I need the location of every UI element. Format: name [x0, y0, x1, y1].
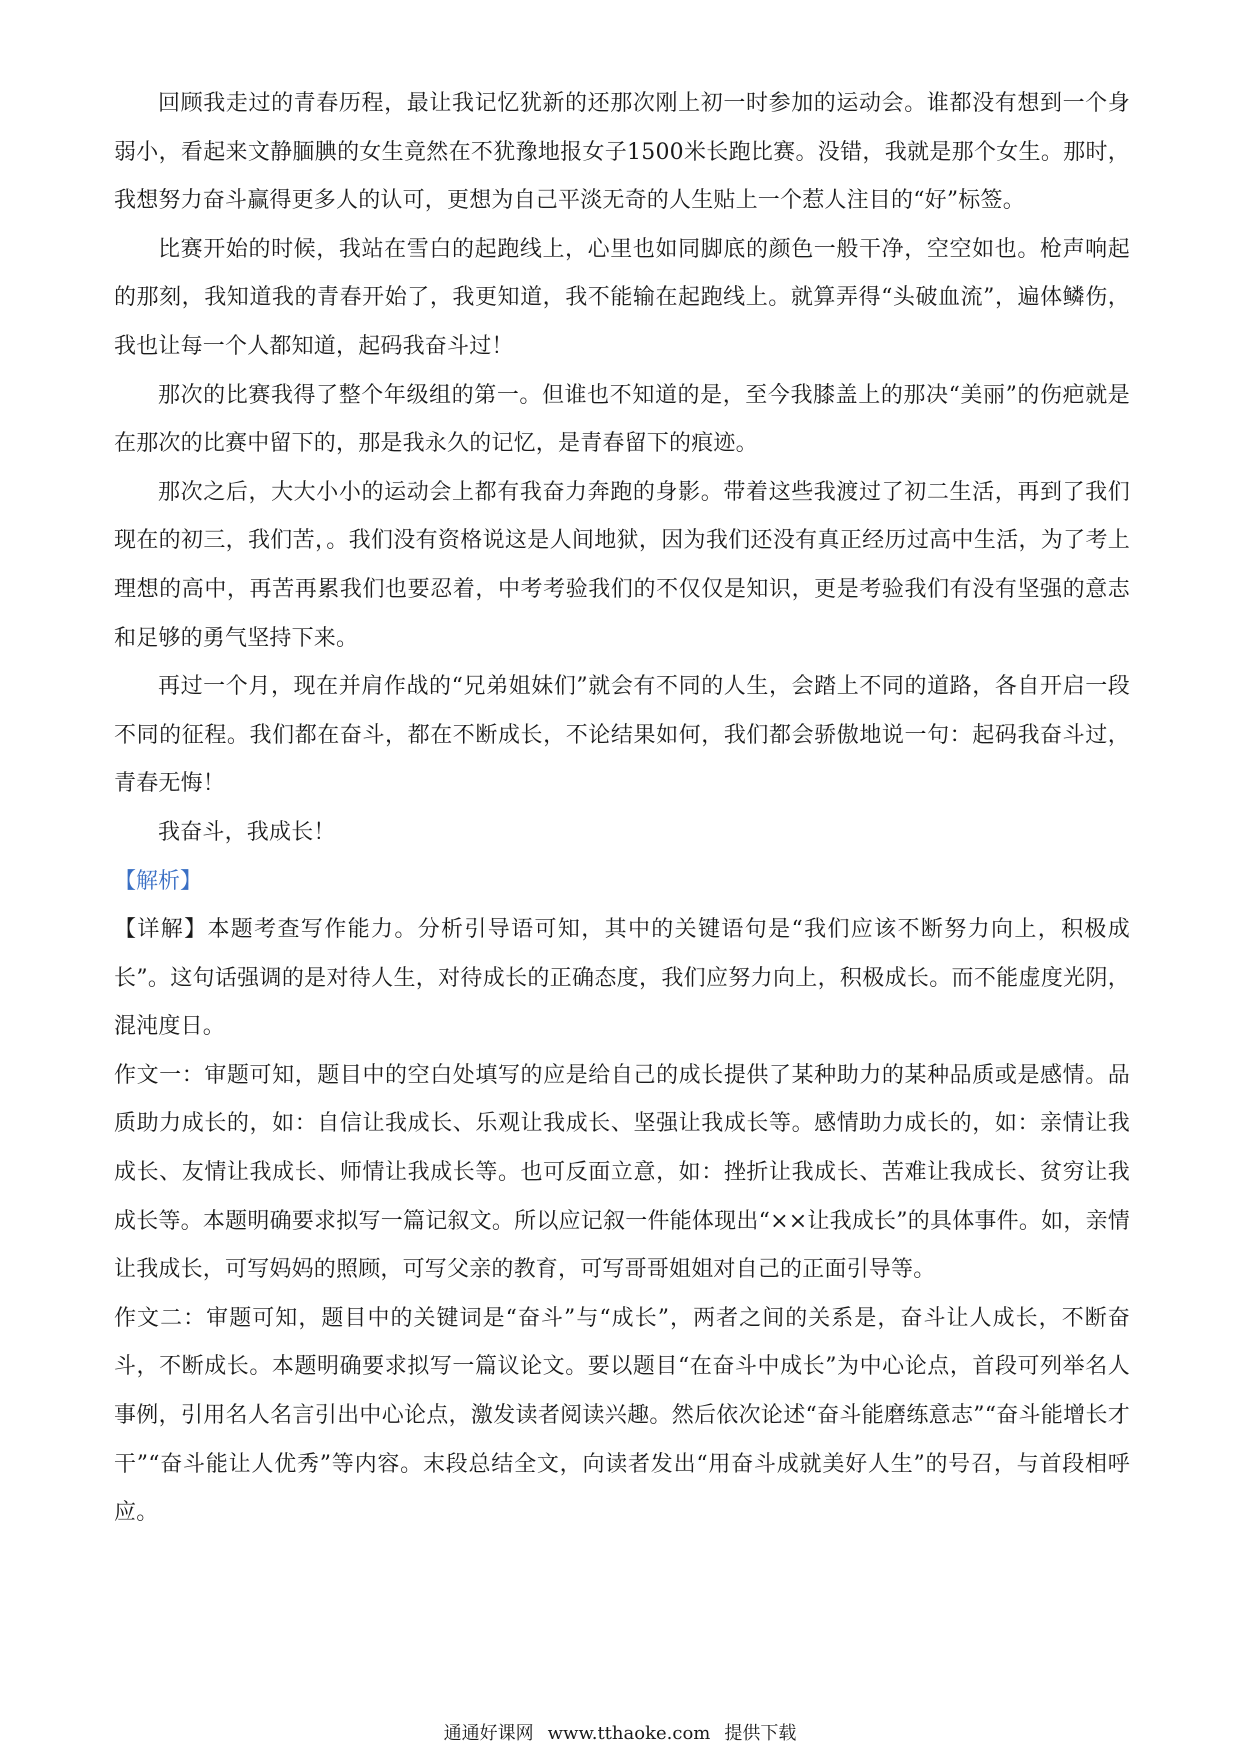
- page-footer: [0, 1722, 1240, 1746]
- analysis-detail-paragraph: 【详解】本题考查写作能力。分析引导语可知，其中的关键语句是“我们应该不断努力向上，积极成长”。这句话强调的是对待人生，对待成长的正确态度，我们应努力向上，积极成长。而不能虚度光阴，混沌度日。: [114, 917, 1130, 1040]
- essay-paragraph-3: 那次的比赛我得了整个年级组的第一。但谁也不知道的是，至今我膝盖上的那决“美丽”的伤疤就是在那次的比赛中留下的，那是我永久的记忆，是青春留下的痕迹。: [114, 382, 1130, 457]
- footer-suffix: 提供下载: [724, 1723, 797, 1744]
- essay-paragraph-6: 我奋斗，我成长！: [158, 819, 336, 845]
- analysis-essay-one-paragraph: 作文一：审题可知，题目中的空白处填写的应是给自己的成长提供了某种助力的某种品质或是感情。品质助力成长的，如：自信让我成长、乐观让我成长、坚强让我成长等。感情助力成长的，如：亲情让我成长、友情让我成长、师情让我成长等。也可反面立意，如：挫折让我成长、苦难让我成长、贫穷让我成长等。本题明确要求拟写一篇记叙文。所以应记叙一件能体现出“××让我成长”的具体事件。如，亲情让我成长，可写妈妈的照顾，可写父亲的教育，可写哥哥姐姐对自己的正面引导等。: [114, 1062, 1130, 1283]
- analysis-label: 【解析】: [114, 868, 203, 894]
- essay-paragraph-2: 比赛开始的时候，我站在雪白的起跑线上，心里也如同脚底的颜色一般干净，空空如也。枪声响起的那刻，我知道我的青春开始了，我更知道，我不能输在起跑线上。就算弄得“头破血流”，遍体鳞伤，我也让每一个人都知道，起码我奋斗过！: [114, 236, 1130, 359]
- document-page: [114, 80, 1130, 1538]
- footer-url[interactable]: www.tthaoke.com: [547, 1723, 711, 1744]
- footer-site-name: 通通好课网: [443, 1723, 534, 1744]
- essay-body: [114, 80, 1130, 858]
- essay-paragraph-5: 再过一个月，现在并肩作战的“兄弟姐妹们”就会有不同的人生，会踏上不同的道路，各自开启一段不同的征程。我们都在奋斗，都在不断成长，不论结果如何，我们都会骄傲地说一句：起码我奋斗过，青春无悔！: [114, 674, 1130, 797]
- essay-paragraph-1: 回顾我走过的青春历程，最让我记忆犹新的还那次刚上初一时参加的运动会。谁都没有想到一个身弱小，看起来文静腼腆的女生竟然在不犹豫地报女子1500米长跑比赛。没错，我就是那个女生。那时，我想努力奋斗赢得更多人的认可，更想为自己平淡无奇的人生贴上一个惹人注目的“好”标签。: [114, 91, 1130, 214]
- analysis-section: [114, 858, 1130, 1538]
- analysis-essay-two-paragraph: 作文二：审题可知，题目中的关键词是“奋斗”与“成长”，两者之间的关系是，奋斗让人成长，不断奋斗，不断成长。本题明确要求拟写一篇议论文。要以题目“在奋斗中成长”为中心论点，首段可列举名人事例，引用名人名言引出中心论点，激发读者阅读兴趣。然后依次论述“奋斗能磨练意志”“奋斗能增长才干”“奋斗能让人优秀”等内容。末段总结全文，向读者发出“用奋斗成就美好人生”的号召，与首段相呼应。: [114, 1305, 1130, 1526]
- essay-paragraph-4: 那次之后，大大小小的运动会上都有我奋力奔跑的身影。带着这些我渡过了初二生活，再到了我们现在的初三，我们苦，。我们没有资格说这是人间地狱，因为我们还没有真正经历过高中生活，为了考上理想的高中，再苦再累我们也要忍着，中考考验我们的不仅仅是知识，更是考验我们有没有坚强的意志和足够的勇气坚持下来。: [114, 479, 1130, 651]
